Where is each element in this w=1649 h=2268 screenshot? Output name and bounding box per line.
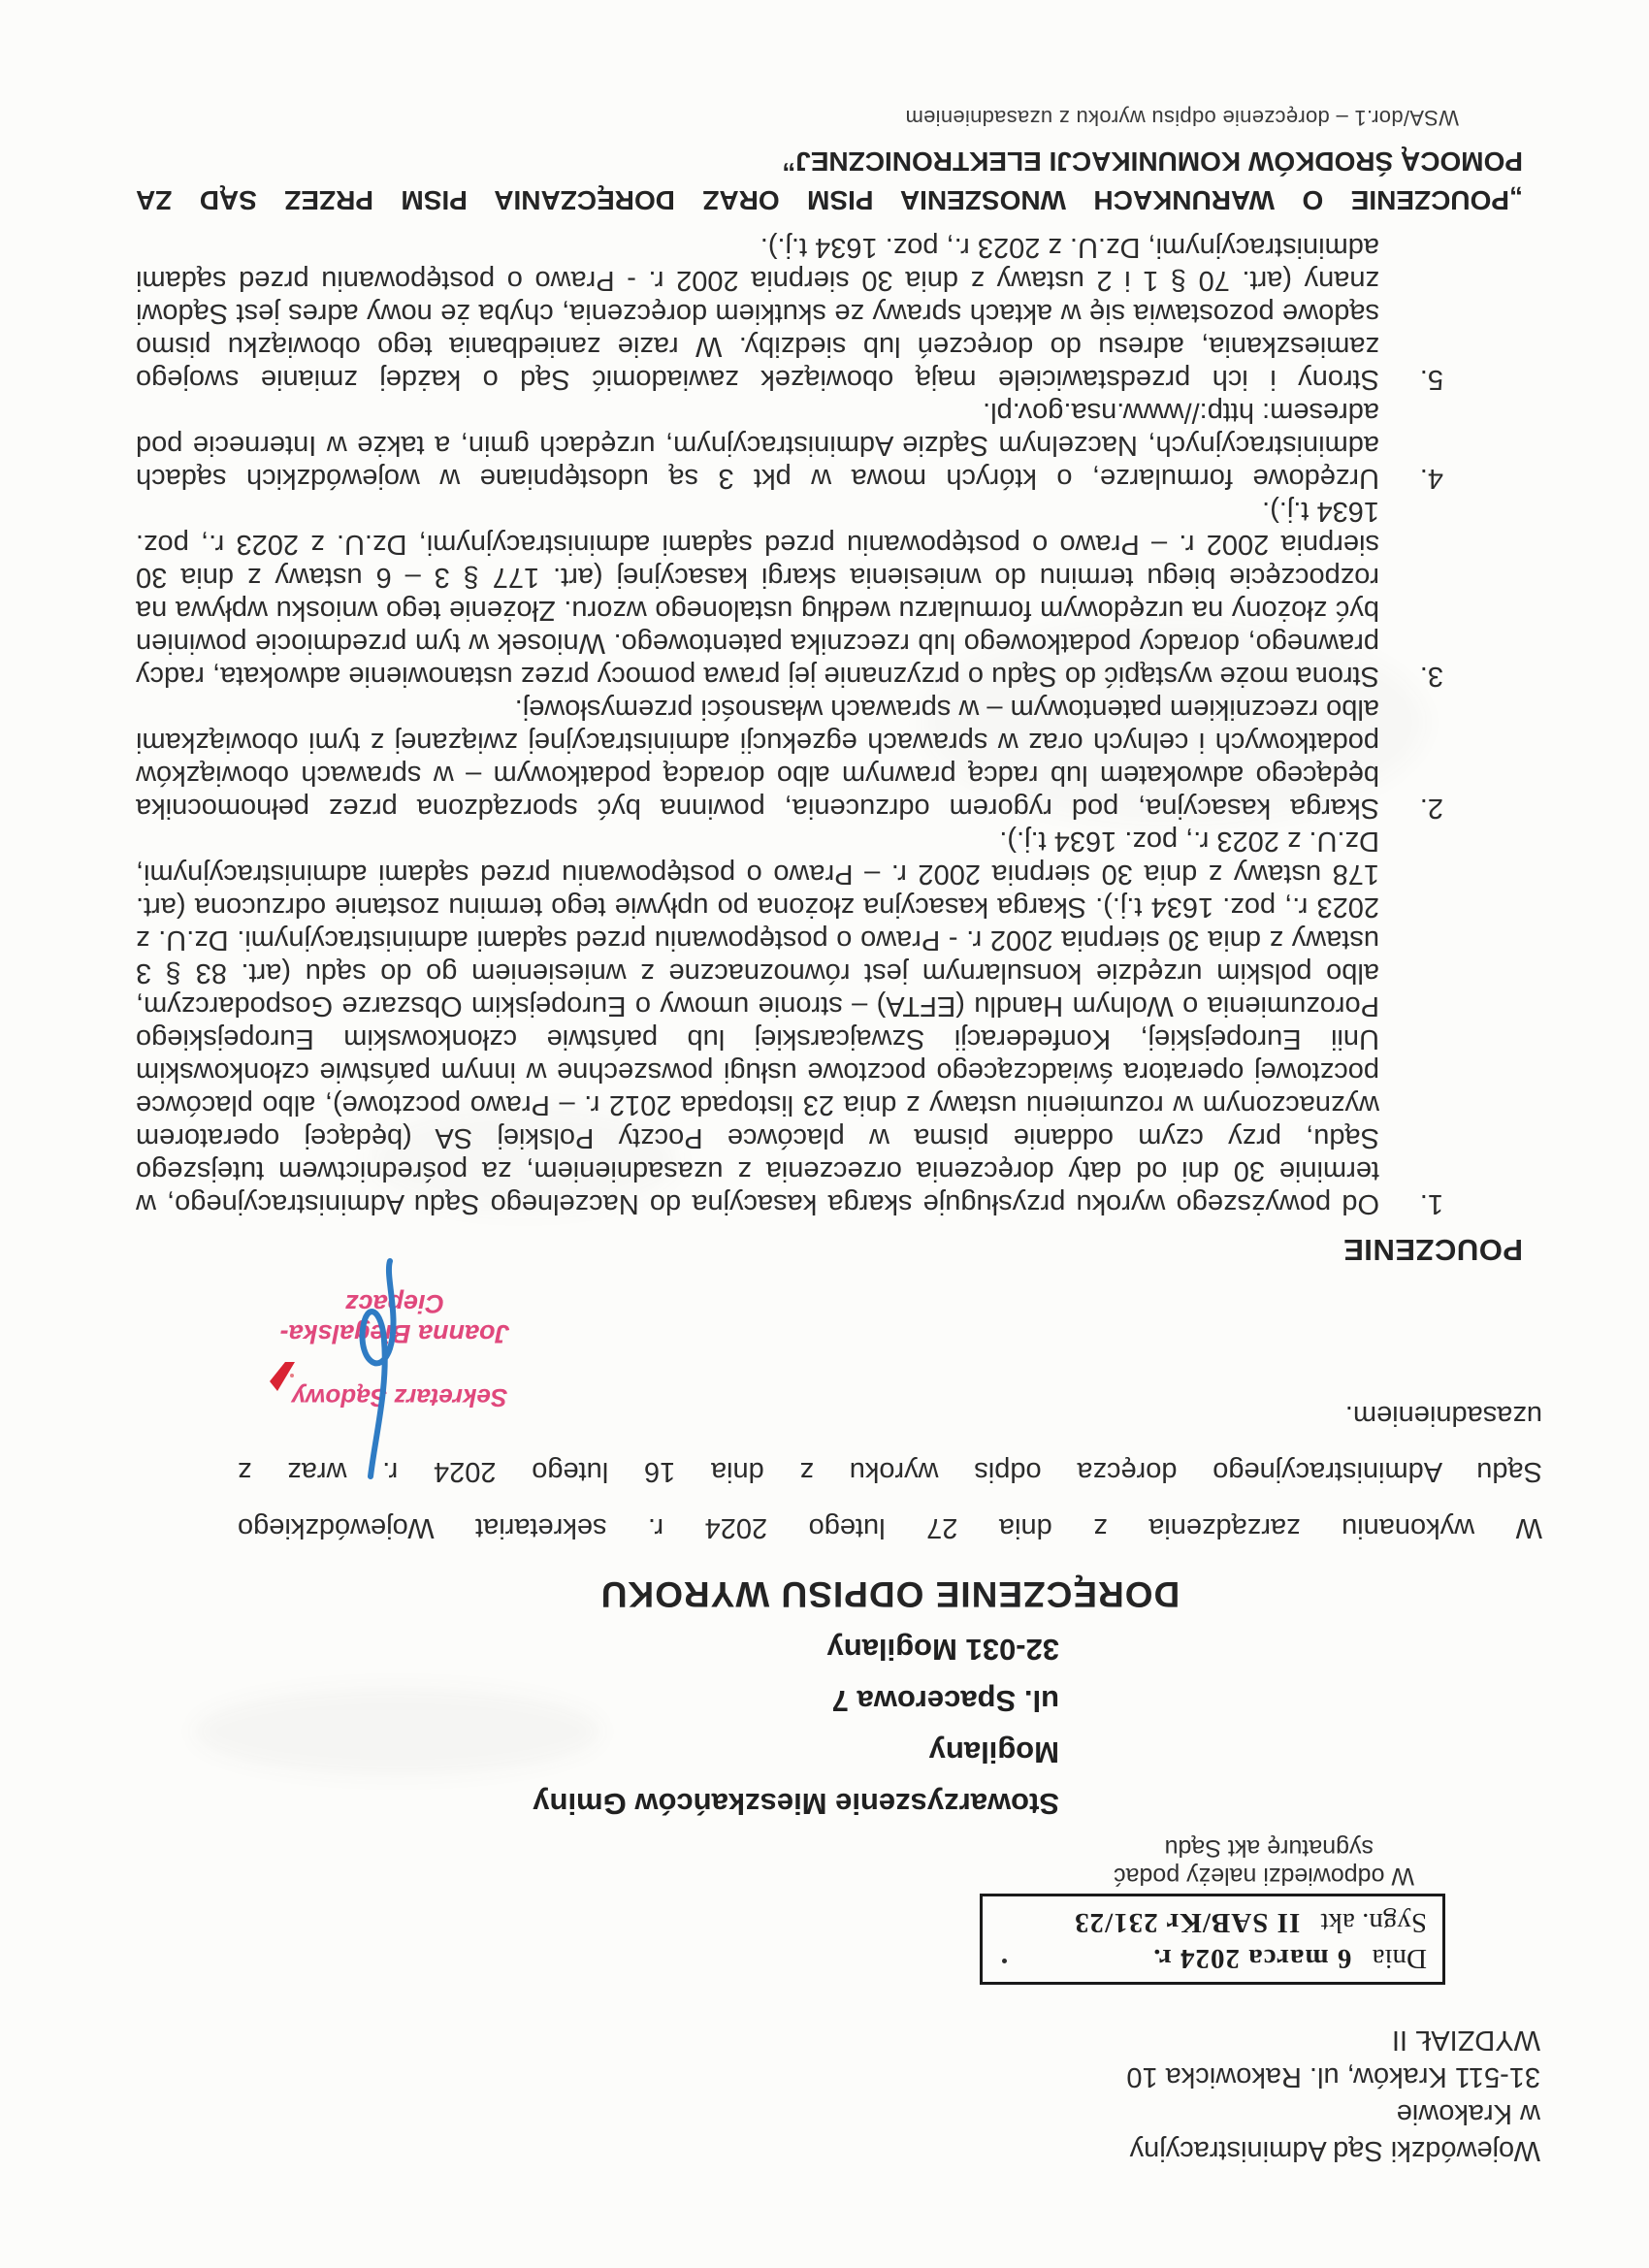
date-case-box	[980, 1894, 1445, 1985]
body-line: Sądu Administracyjnego doręcza odpis wyroku z dnia 16 lutego 2024 r. wraz z	[238, 1456, 1542, 1487]
document-title: DORĘCZENIE ODPISU WYROKU	[599, 1574, 1180, 1614]
body-paragraph	[238, 1387, 1542, 1556]
item-text: Skarga kasacyjna, pod rygorem odrzucenia, powinna być sporządzona przez pełnomocnika będącego adwokatem lub radcą prawnym albo doradcą podatkowym – w sprawach obowiązków podatkowych i celnych oraz w sprawach egzekucji administracyjnej związanej z tymi obowiązkami albo rzecznikiem patentowym – w sprawach własności przemysłowej.	[136, 694, 1379, 824]
court-header-line: WYDZIAŁ II	[1391, 2025, 1540, 2056]
secretary-role-stamp: Sekretarz Sądowy	[291, 1383, 508, 1412]
date-label: Dnia	[1372, 1943, 1427, 1974]
addressee-line: Stowarzyszenie Mieszkańców Gminy	[533, 1787, 1059, 1821]
item-number: 5.	[1419, 364, 1443, 395]
body-line: W wykonaniu zarządzenia z dnia 27 lutego 2024 r. sekretariat Wojewódzkiego	[238, 1512, 1542, 1543]
list-item	[136, 693, 1443, 825]
red-ink-mark	[266, 1358, 299, 1395]
item-text: Urzędowe formularze, o których mowa w pkt 3 są udostępniane w wojewódzkich sądach administracyjnych, Naczelnym Sądzie Administracyjnym, urzędach gmin, a także w Internecie pod adresem: http://www.nsa.gov.pl.	[136, 397, 1379, 494]
item-number: 1.	[1419, 1188, 1443, 1219]
addressee-block	[533, 1624, 1059, 1830]
footer-note: WSA/dor.1 – doręczenie odpisu wyroku z uzasadnieniem	[905, 106, 1459, 130]
item-number: 2.	[1419, 793, 1443, 824]
case-line	[992, 1904, 1427, 1940]
case-label: Sygn. akt	[1320, 1907, 1427, 1938]
date-value: 6 marca 2024 r.	[1152, 1943, 1352, 1974]
case-value: II SAB/Kr 231/23	[1074, 1907, 1301, 1938]
pouczenie-list	[136, 231, 1443, 1220]
item-number: 3.	[1419, 661, 1443, 692]
item-number: 4.	[1419, 463, 1443, 494]
court-header-line: Wojewódzki Sąd Administracyjny	[1129, 2135, 1540, 2166]
court-header-line: 31-511 Kraków, ul. Rakowicka 10	[1126, 2061, 1540, 2092]
list-item	[136, 825, 1443, 1220]
addressee-line: ul. Spacerowa 7	[831, 1684, 1059, 1718]
reply-note	[1114, 1833, 1414, 1890]
addressee-line: 32-031 Mogilany	[826, 1633, 1059, 1667]
list-item	[136, 495, 1443, 693]
court-header	[1126, 2022, 1540, 2169]
item-text: Strony i ich przedstawiciele mają obowiązek zawiadomić Sąd o każdej zmianie swojego zamieszkania, adresu do doręczeń lub siedziby. W razie zaniedbania tego obowiązku pismo sądowe pozostawia się w aktach sprawy ze skutkiem doręczenia, chyba że nowy adres jest Sądowi znany (art. 70 § 1 i 2 ustawy z dnia 30 sierpnia 2002 r. - Prawo o postępowaniu przed sądami administracyjnymi, Dz.U. z 2023 r., poz. 1634 t.j.).	[136, 232, 1379, 395]
pen-signature	[314, 1254, 431, 1482]
ink-dot	[1002, 1959, 1007, 1963]
item-text: Strona może wystąpić do Sądu o przyznanie jej prawa pomocy przez ustanowienie adwokata, radcy prawnego, doradcy podatkowego lub rzecznika patentowego. Wniosek w tym przedmiocie powinien być złożony na urzędowym formularzu według ustalonego wzoru. Złożenie tego wniosku wpływa na rozpoczęcie biegu terminu do wniesienia skargi kasacyjnej (art. 177 § 3 – 6 ustawy z dnia 30 sierpnia 2002 r. – Prawo o postępowaniu przed sądami administracyjnymi, Dz.U. z 2023 r., poz. 1634 t.j.).	[136, 496, 1379, 692]
date-line	[992, 1940, 1427, 1976]
reply-note-line: sygnaturę akt Sądu	[1164, 1834, 1374, 1862]
court-header-line: w Krakowie	[1396, 2098, 1540, 2129]
pouczenie-heading: POUCZENIE	[1342, 1233, 1523, 1267]
addressee-line: Mogilany	[928, 1735, 1059, 1769]
list-item	[136, 396, 1443, 495]
e-notice-line: „POUCZENIE O WARUNKACH WNOSZENIA PISM ORAZ DORĘCZANIA PISM PRZEZ SĄD ZA	[136, 185, 1523, 215]
item-text: Od powyższego wyroku przysługuje skarga kasacyjna do Naczelnego Sądu Administracyjnego, w terminie 30 dni od daty doręczenia orzeczenia z uzasadnieniem, za pośrednictwem tutejszego Sądu, przy czym oddanie pisma w placówce Poczty Polskiej SA (będącej operatorem wyznaczonym w rozumieniu ustawy z dnia 23 listopada 2012 r. – Prawo pocztowe), albo placówce pocztowej operatora świadczącego pocztowe usługi powszechne w innym państwie członkowskim Unii Europejskiej, Konfederacji Szwajcarskiej lub państwie członkowskim Europejskiego Porozumienia o Wolnym Handlu (EFTA) – stronie umowy o Europejskim Obszarze Gospodarczym, albo polskim urzędzie konsularnym jest równoznaczne z wniesieniem go do sądu (art. 83 § 3 ustawy z dnia 30 sierpnia 2002 r. - Prawo o postępowaniu przed sądami administracyjnymi. Dz.U. z 2023 r., poz. 1634 t.j.). Skarga kasacyjna złożona po upływie tego terminu zostanie odrzucona (art. 178 ustawy z dnia 30 sierpnia 2002 r. – Prawo o postępowaniu przed sądami administracyjnymi, Dz.U. z 2023 r., poz. 1634 t.j.).	[136, 826, 1379, 1219]
secretary-name-stamp: Joanna Biegalska-Ciepacz	[279, 1289, 510, 1348]
e-notice	[136, 142, 1523, 219]
list-item	[136, 231, 1443, 396]
body-line: uzasadnieniem.	[1344, 1400, 1542, 1431]
reply-note-line: W odpowiedzi należy podać	[1114, 1863, 1414, 1890]
e-notice-line: POMOCĄ ŚRODKÓW KOMUNIKACJI ELEKTRONICZNEJ”	[782, 146, 1523, 177]
